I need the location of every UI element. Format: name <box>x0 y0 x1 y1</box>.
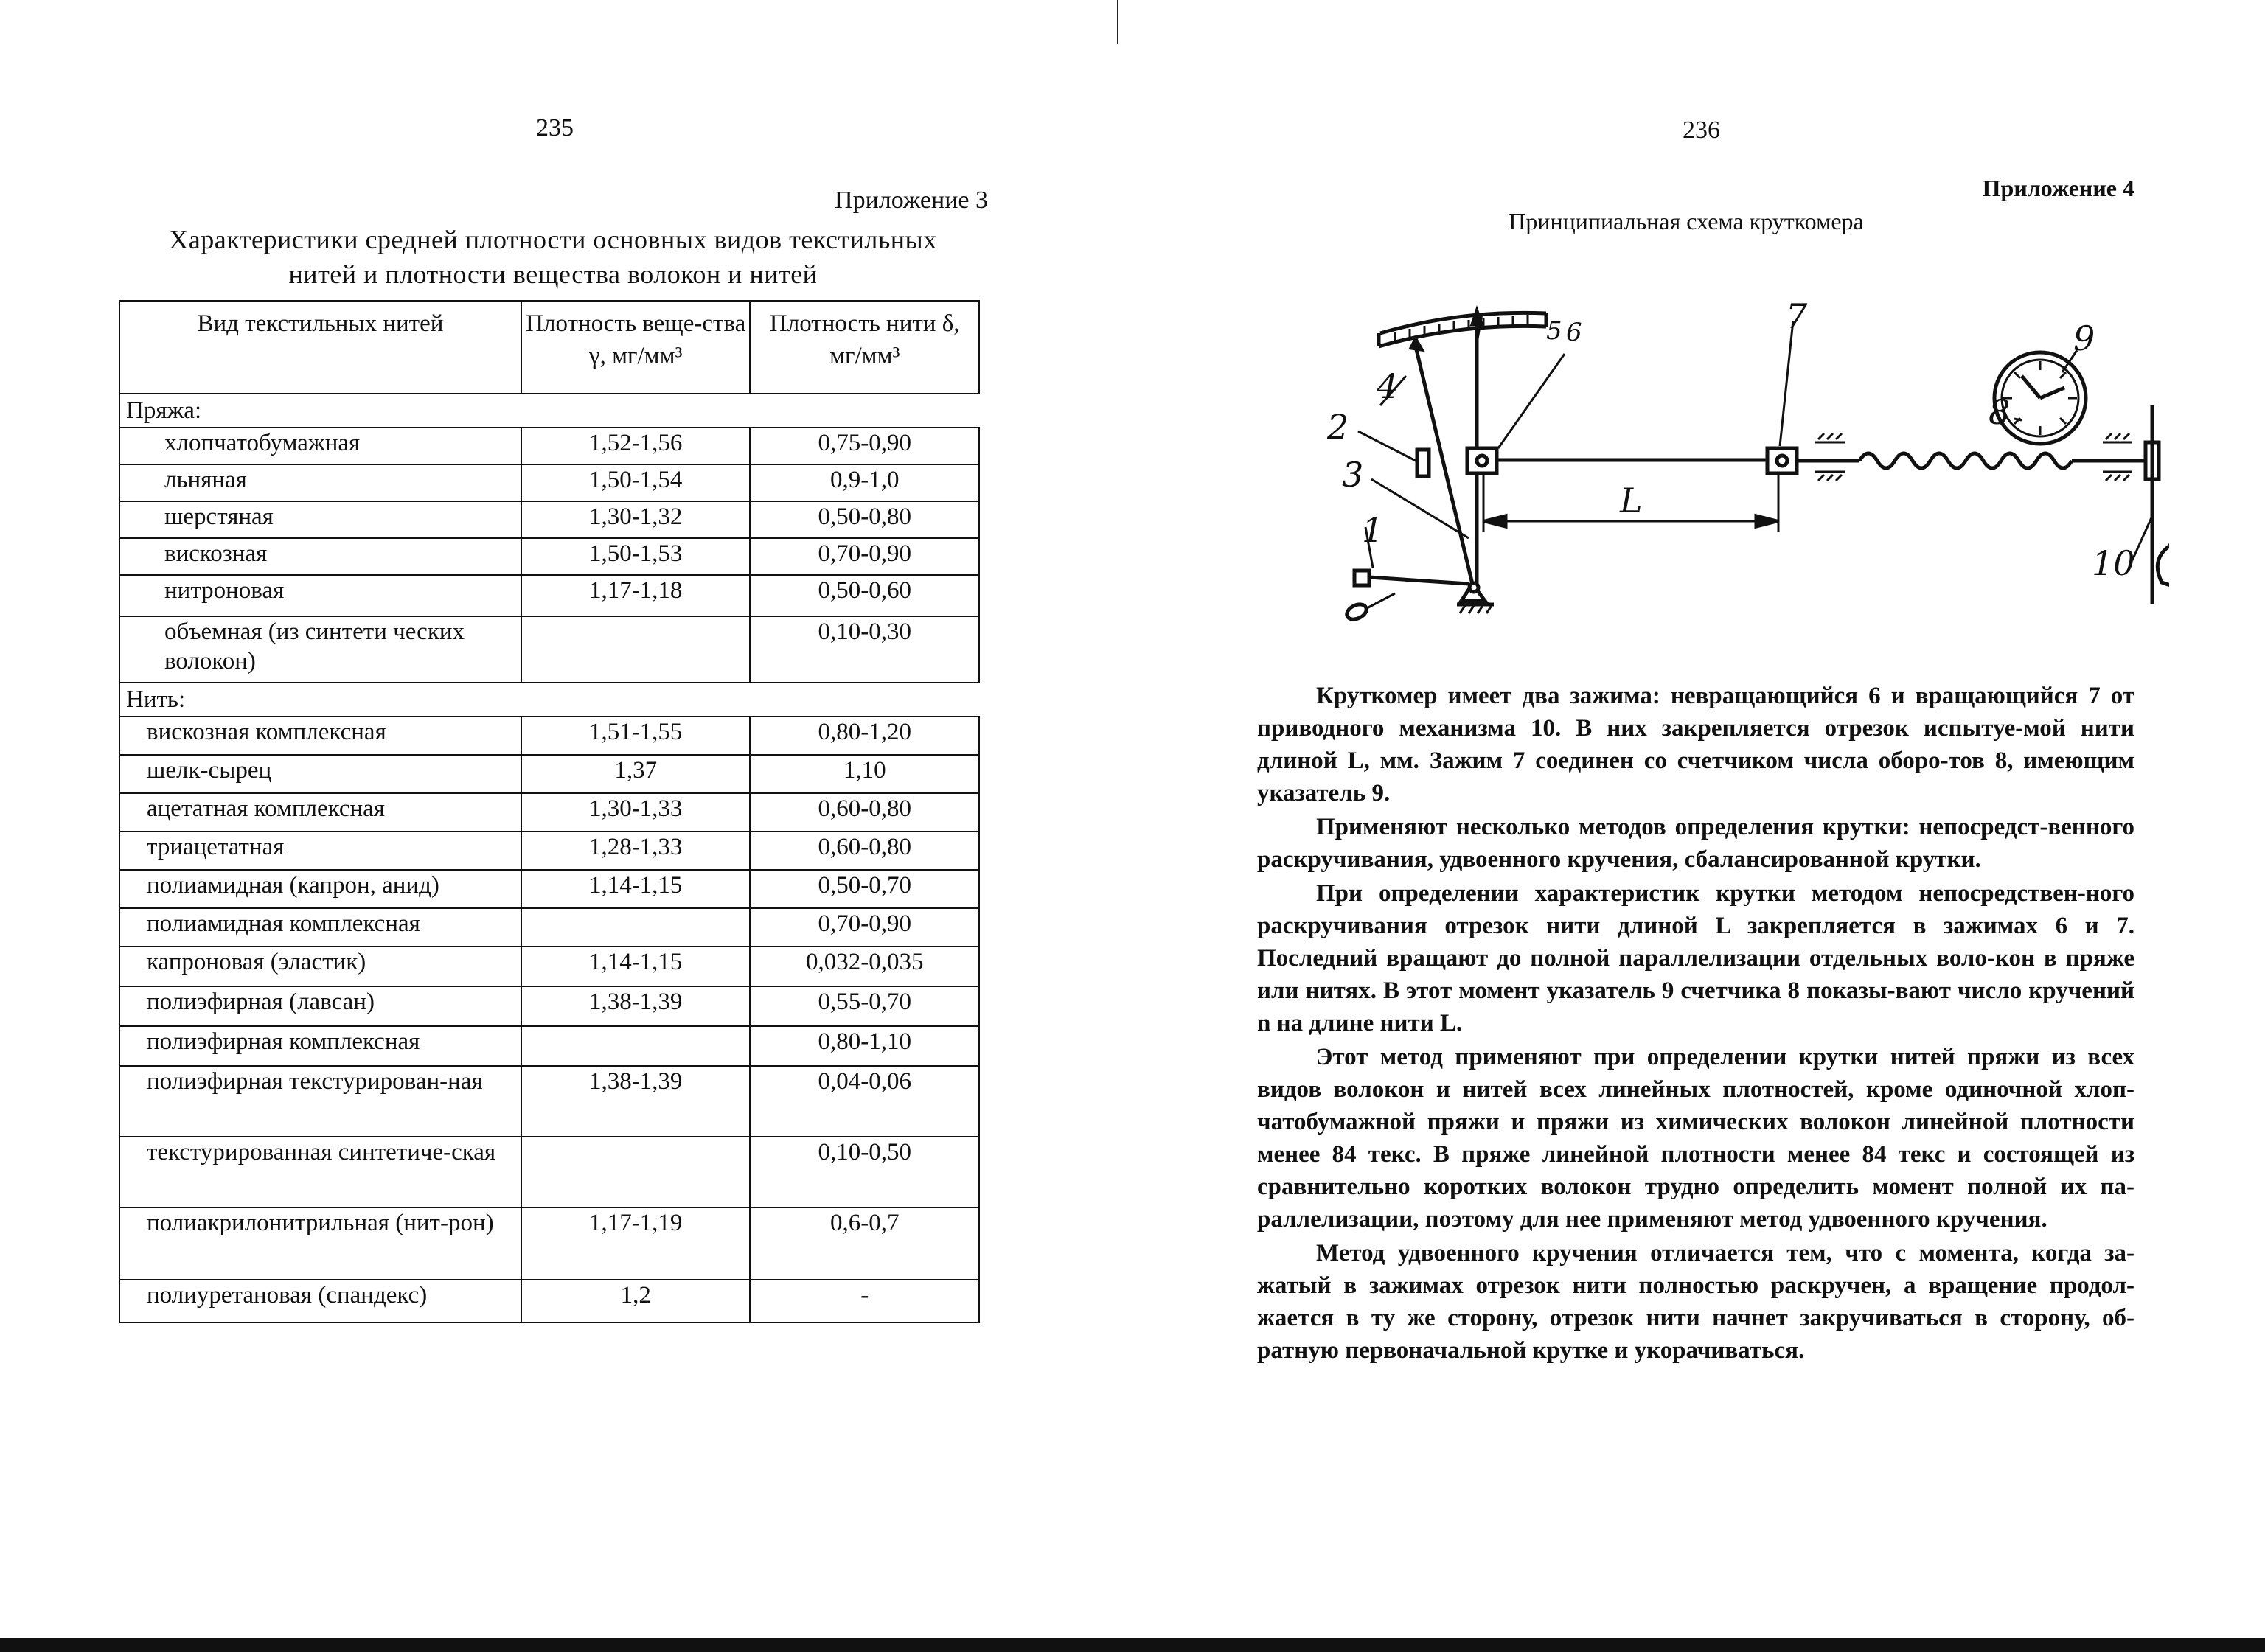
material-name: шерстяная <box>119 501 521 538</box>
table-row <box>119 501 979 538</box>
group-label: Пряжа: <box>119 394 979 428</box>
substance-density: 1,52-1,56 <box>521 428 751 464</box>
thread-density: - <box>750 1280 979 1322</box>
thread-density: 0,70-0,90 <box>750 538 979 575</box>
table-row <box>119 538 979 575</box>
substance-density: 1,50-1,54 <box>521 464 751 501</box>
paragraph: При определении характеристик крутки методом непосредствен-ного раскручивания отрезок нити длиной L закрепляется в зажимах 6 и 7. Последний вращают до полной параллелизации отдельных воло-кон в пряже или нитях. В этот момент указатель 9 счетчика 8 показы-вают число кручений n на длине нити L. <box>1257 880 2134 1036</box>
material-name: хлопчатобумажная <box>119 428 521 464</box>
paragraph: Круткомер имеет два зажима: невращающийся 6 и вращающийся 7 от приводного механизма 10. В них закрепляется отрезок испытуе-мой нити длиной L, мм. Зажим 7 соединен со счетчиком числа оборо-тов 8, имеющим указатель 9. <box>1257 683 2134 806</box>
thread-density: 0,50-0,60 <box>750 575 979 616</box>
table-row <box>119 755 979 793</box>
label-2: 2 <box>1327 407 1349 447</box>
label-10: 10 <box>2092 543 2135 583</box>
material-name: текстурированная синтетиче-ская <box>119 1137 521 1207</box>
group-label: Нить: <box>119 683 979 717</box>
substance-density: 1,51-1,55 <box>521 717 751 755</box>
table-row <box>119 870 979 908</box>
table-row <box>119 832 979 870</box>
material-name: полиэфирная комплексная <box>119 1026 521 1066</box>
substance-density <box>521 1137 751 1207</box>
material-name: триацетатная <box>119 832 521 870</box>
label-9: 9 <box>2073 318 2095 358</box>
material-name: льняная <box>119 464 521 501</box>
page-236 <box>1118 0 2265 1637</box>
material-name: полиакрилонитрильная (нит-рон) <box>119 1207 521 1280</box>
table-row <box>119 793 979 832</box>
appendix-label: Приложение 3 <box>835 187 988 214</box>
substance-density: 1,30-1,33 <box>521 793 751 832</box>
header-cell: Вид текстильных нитей <box>119 301 521 394</box>
thread-density: 0,80-1,20 <box>750 717 979 755</box>
table-row <box>119 464 979 501</box>
group-row <box>119 683 979 717</box>
substance-density: 1,37 <box>521 755 751 793</box>
header-cell: Плотность нити δ, мг/мм³ <box>750 301 979 394</box>
figure-title: Принципиальная схема круткомера <box>1509 208 1864 234</box>
substance-density: 1,38-1,39 <box>521 1066 751 1137</box>
material-name: шелк-сырец <box>119 755 521 793</box>
thread-density: 0,50-0,70 <box>750 870 979 908</box>
material-name: полиэфирная (лавсан) <box>119 986 521 1026</box>
table-row <box>119 908 979 947</box>
table-row <box>119 986 979 1026</box>
table-row <box>119 575 979 616</box>
page-number: 235 <box>536 114 574 142</box>
spring <box>1859 453 2072 468</box>
material-name: полиэфирная текстурирован-ная <box>119 1066 521 1137</box>
substance-density: 1,2 <box>521 1280 751 1322</box>
thread-density: 0,10-0,50 <box>750 1137 979 1207</box>
substance-density: 1,28-1,33 <box>521 832 751 870</box>
scale-arc-inner <box>1379 326 1546 346</box>
density-table <box>119 300 980 1323</box>
scan-edge <box>0 1638 2265 1652</box>
thread-density: 0,50-0,80 <box>750 501 979 538</box>
material-name: полиамидная (капрон, анид) <box>119 870 521 908</box>
thread-density: 0,9-1,0 <box>750 464 979 501</box>
page-235 <box>0 0 1117 1637</box>
label-L: L <box>1620 481 1643 520</box>
substance-density: 1,50-1,53 <box>521 538 751 575</box>
thread-density: 0,032-0,035 <box>750 947 979 986</box>
table-row <box>119 947 979 986</box>
table-header-row <box>119 301 979 394</box>
substance-density: 1,38-1,39 <box>521 986 751 1026</box>
substance-density: 1,14-1,15 <box>521 870 751 908</box>
thread-density: 0,60-0,80 <box>750 793 979 832</box>
thread-density: 0,70-0,90 <box>750 908 979 947</box>
material-name: вискозная комплексная <box>119 717 521 755</box>
rotation-arrow <box>2157 538 2169 587</box>
table-row <box>119 1137 979 1207</box>
thread-density: 0,75-0,90 <box>750 428 979 464</box>
label-3: 3 <box>1342 455 1364 495</box>
thread-density: 0,55-0,70 <box>750 986 979 1026</box>
label-6: 6 <box>1566 318 1582 347</box>
material-name: полиуретановая (спандекс) <box>119 1280 521 1322</box>
label-4: 4 <box>1377 366 1399 406</box>
appendix-label: Приложение 4 <box>1982 175 2134 201</box>
material-name: объемная (из синтети ческих волокон) <box>119 616 521 683</box>
body-text <box>1257 680 2134 1368</box>
table-row <box>119 428 979 464</box>
material-name: капроновая (эластик) <box>119 947 521 986</box>
thread-density: 0,6-0,7 <box>750 1207 979 1280</box>
material-name: вискозная <box>119 538 521 575</box>
substance-density <box>521 1026 751 1066</box>
substance-density <box>521 616 751 683</box>
title-line: нитей и плотности вещества волокон и нитей <box>288 259 818 289</box>
title-line: Характеристики средней плотности основных видов текстильных <box>169 225 937 254</box>
table-row <box>119 1066 979 1137</box>
thread-density: 0,80-1,10 <box>750 1026 979 1066</box>
substance-density: 1,14-1,15 <box>521 947 751 986</box>
substance-density: 1,30-1,32 <box>521 501 751 538</box>
table-row <box>119 717 979 755</box>
thread-density: 0,10-0,30 <box>750 616 979 683</box>
table-row <box>119 616 979 683</box>
thread-density: 0,60-0,80 <box>750 832 979 870</box>
material-name: нитроновая <box>119 575 521 616</box>
thread-density: 1,10 <box>750 755 979 793</box>
substance-density <box>521 908 751 947</box>
label-1: 1 <box>1362 510 1384 550</box>
thread-density: 0,04-0,06 <box>750 1066 979 1137</box>
table-title <box>111 223 995 292</box>
table-row <box>119 1280 979 1322</box>
material-name: ацетатная комплексная <box>119 793 521 832</box>
paragraph: Этот метод применяют при определении крутки нитей пряжи из всех видов волокон и нитей всех линейных плотностей, кроме одиночной хлоп-чатобумажной пряжи и пряжи из химических волокон линейной плотности менее 84 текс. В пряже линейной плотности менее 84 текс и состоящей из сравнительно коротких волокон трудно определить момент полной их па-раллелизации, поэтому для нее применяют метод удвоенного кручения. <box>1257 1044 2134 1233</box>
material-name: полиамидная комплексная <box>119 908 521 947</box>
page-number: 236 <box>1683 116 1720 144</box>
label-8: 8 <box>1989 392 2011 432</box>
substance-density: 1,17-1,18 <box>521 575 751 616</box>
group-row <box>119 394 979 428</box>
paragraph: Метод удвоенного кручения отличается тем, что с момента, когда за-жатый в зажимах отрезок нити полностью раскручен, а вращение продол-жается в ту же сторону, отрезок нити начнет закручиваться в сторону, об-ратную первоначальной крутке и укорачиваться. <box>1257 1240 2134 1364</box>
label-7: 7 <box>1786 296 1808 336</box>
table-row <box>119 1207 979 1280</box>
twist-tester-diagram <box>1284 295 2169 641</box>
substance-density: 1,17-1,19 <box>521 1207 751 1280</box>
paragraph: Применяют несколько методов определения крутки: непосредст-венного раскручивания, удвоенного кручения, сбалансированной крутки. <box>1257 814 2134 873</box>
label-5: 5 <box>1546 316 1562 346</box>
header-cell: Плотность веще-ства γ, мг/мм³ <box>521 301 751 394</box>
table-row <box>119 1026 979 1066</box>
